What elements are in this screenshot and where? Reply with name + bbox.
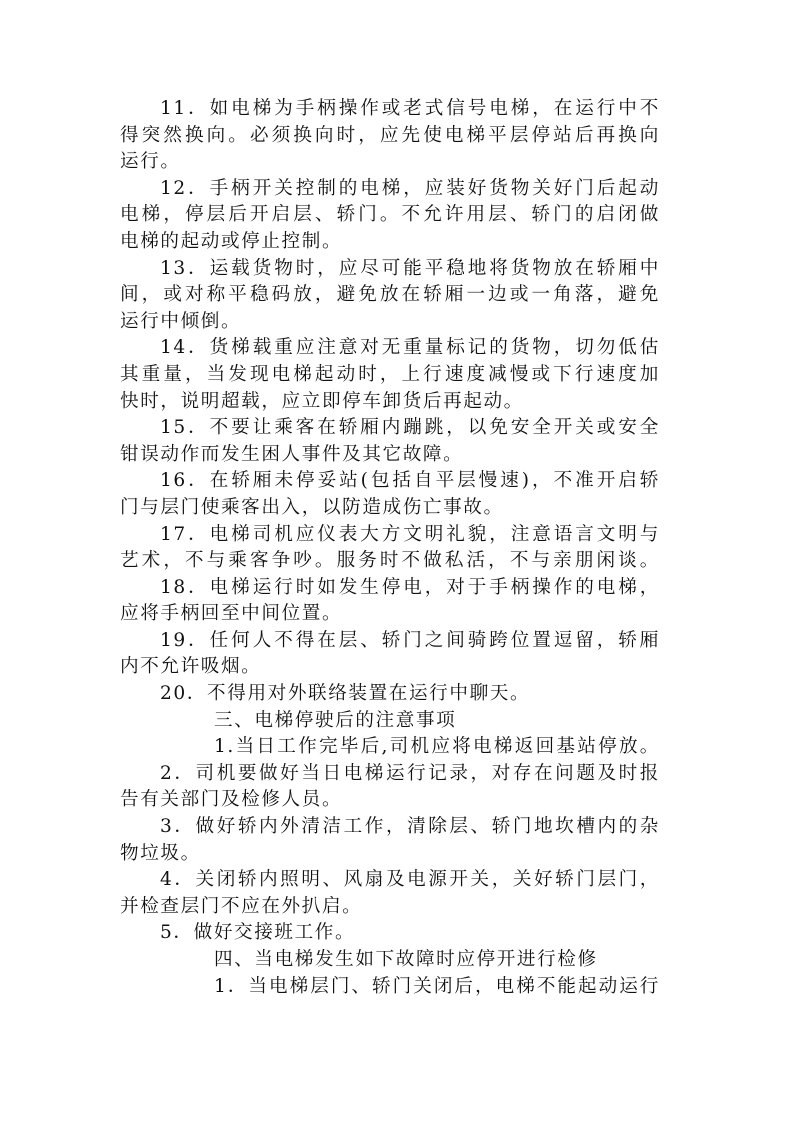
- text-line: 间，或对称平稳码放，避免放在轿厢一边或一角落，避免: [120, 284, 660, 306]
- text-line: 快时，说明超载，应立即停车卸货后再起动。: [120, 390, 524, 412]
- text-line: 艺术，不与乘客争吵。服务时不做私活，不与亲朋闲谈。: [120, 550, 660, 572]
- text-line: 12．手柄开关控制的电梯，应装好货物关好门后起动: [160, 177, 660, 199]
- text-line: 得突然换向。必须换向时，应先使电梯平层停站后再换向: [120, 124, 660, 146]
- text-line: 4．关闭轿内照明、风扇及电源开关，关好轿门层门，: [160, 869, 660, 891]
- text-line: 1.当日工作完毕后,司机应将电梯返回基站停放。: [214, 736, 660, 758]
- text-line: 14．货梯载重应注意对无重量标记的货物，切勿低估: [160, 337, 660, 359]
- text-line: 5．做好交接班工作。: [160, 922, 356, 944]
- text-line: 告有关部门及检修人员。: [120, 789, 343, 811]
- text-line: 11．如电梯为手柄操作或老式信号电梯，在运行中不: [160, 98, 660, 119]
- text-line: 三、电梯停驶后的注意事项: [214, 709, 457, 731]
- text-line: 电梯的起动或停止控制。: [120, 230, 343, 252]
- text-line: 物垃圾。: [120, 842, 201, 864]
- text-line: 并检查层门不应在外扒启。: [120, 895, 363, 917]
- text-line: 19．任何人不得在层、轿门之间骑跨位置逗留，轿厢: [160, 629, 660, 651]
- text-line: 13．运载货物时，应尽可能平稳地将货物放在轿厢中: [160, 257, 660, 279]
- text-line: 16．在轿厢未停妥站(包括自平层慢速)，不准开启轿: [160, 470, 660, 492]
- text-line: 1．当电梯层门、轿门关闭后，电梯不能起动运行: [214, 975, 660, 997]
- text-line: 20．不得用对外联络装置在运行中聊天。: [160, 683, 531, 705]
- text-line: 运行中倾倒。: [120, 310, 242, 332]
- text-line: 其重量，当发现电梯起动时，上行速度减慢或下行速度加: [120, 363, 660, 385]
- text-line: 2．司机要做好当日电梯运行记录，对存在问题及时报: [160, 762, 660, 784]
- text-line: 门与层门使乘客出入，以防造成伤亡事故。: [120, 496, 504, 518]
- text-line: 钳误动作而发生困人事件及其它故障。: [120, 443, 464, 465]
- document-body: [120, 96, 660, 1000]
- text-line: 运行。: [120, 151, 181, 173]
- text-line: 3．做好轿内外清洁工作，清除层、轿门地坎槽内的杂: [160, 816, 660, 838]
- text-line: 15．不要让乘客在轿厢内蹦跳，以免安全开关或安全: [160, 417, 660, 439]
- text-line: 应将手柄回至中间位置。: [120, 603, 343, 625]
- text-line: 四、当电梯发生如下故障时应停开进行检修: [214, 949, 598, 970]
- text-line: 17．电梯司机应仪表大方文明礼貌，注意语言文明与: [160, 523, 660, 545]
- text-line: 内不允许吸烟。: [120, 656, 262, 678]
- text-line: 18．电梯运行时如发生停电，对于手柄操作的电梯，: [160, 576, 660, 598]
- text-line: 电梯，停层后开启层、轿门。不允许用层、轿门的启闭做: [120, 204, 660, 226]
